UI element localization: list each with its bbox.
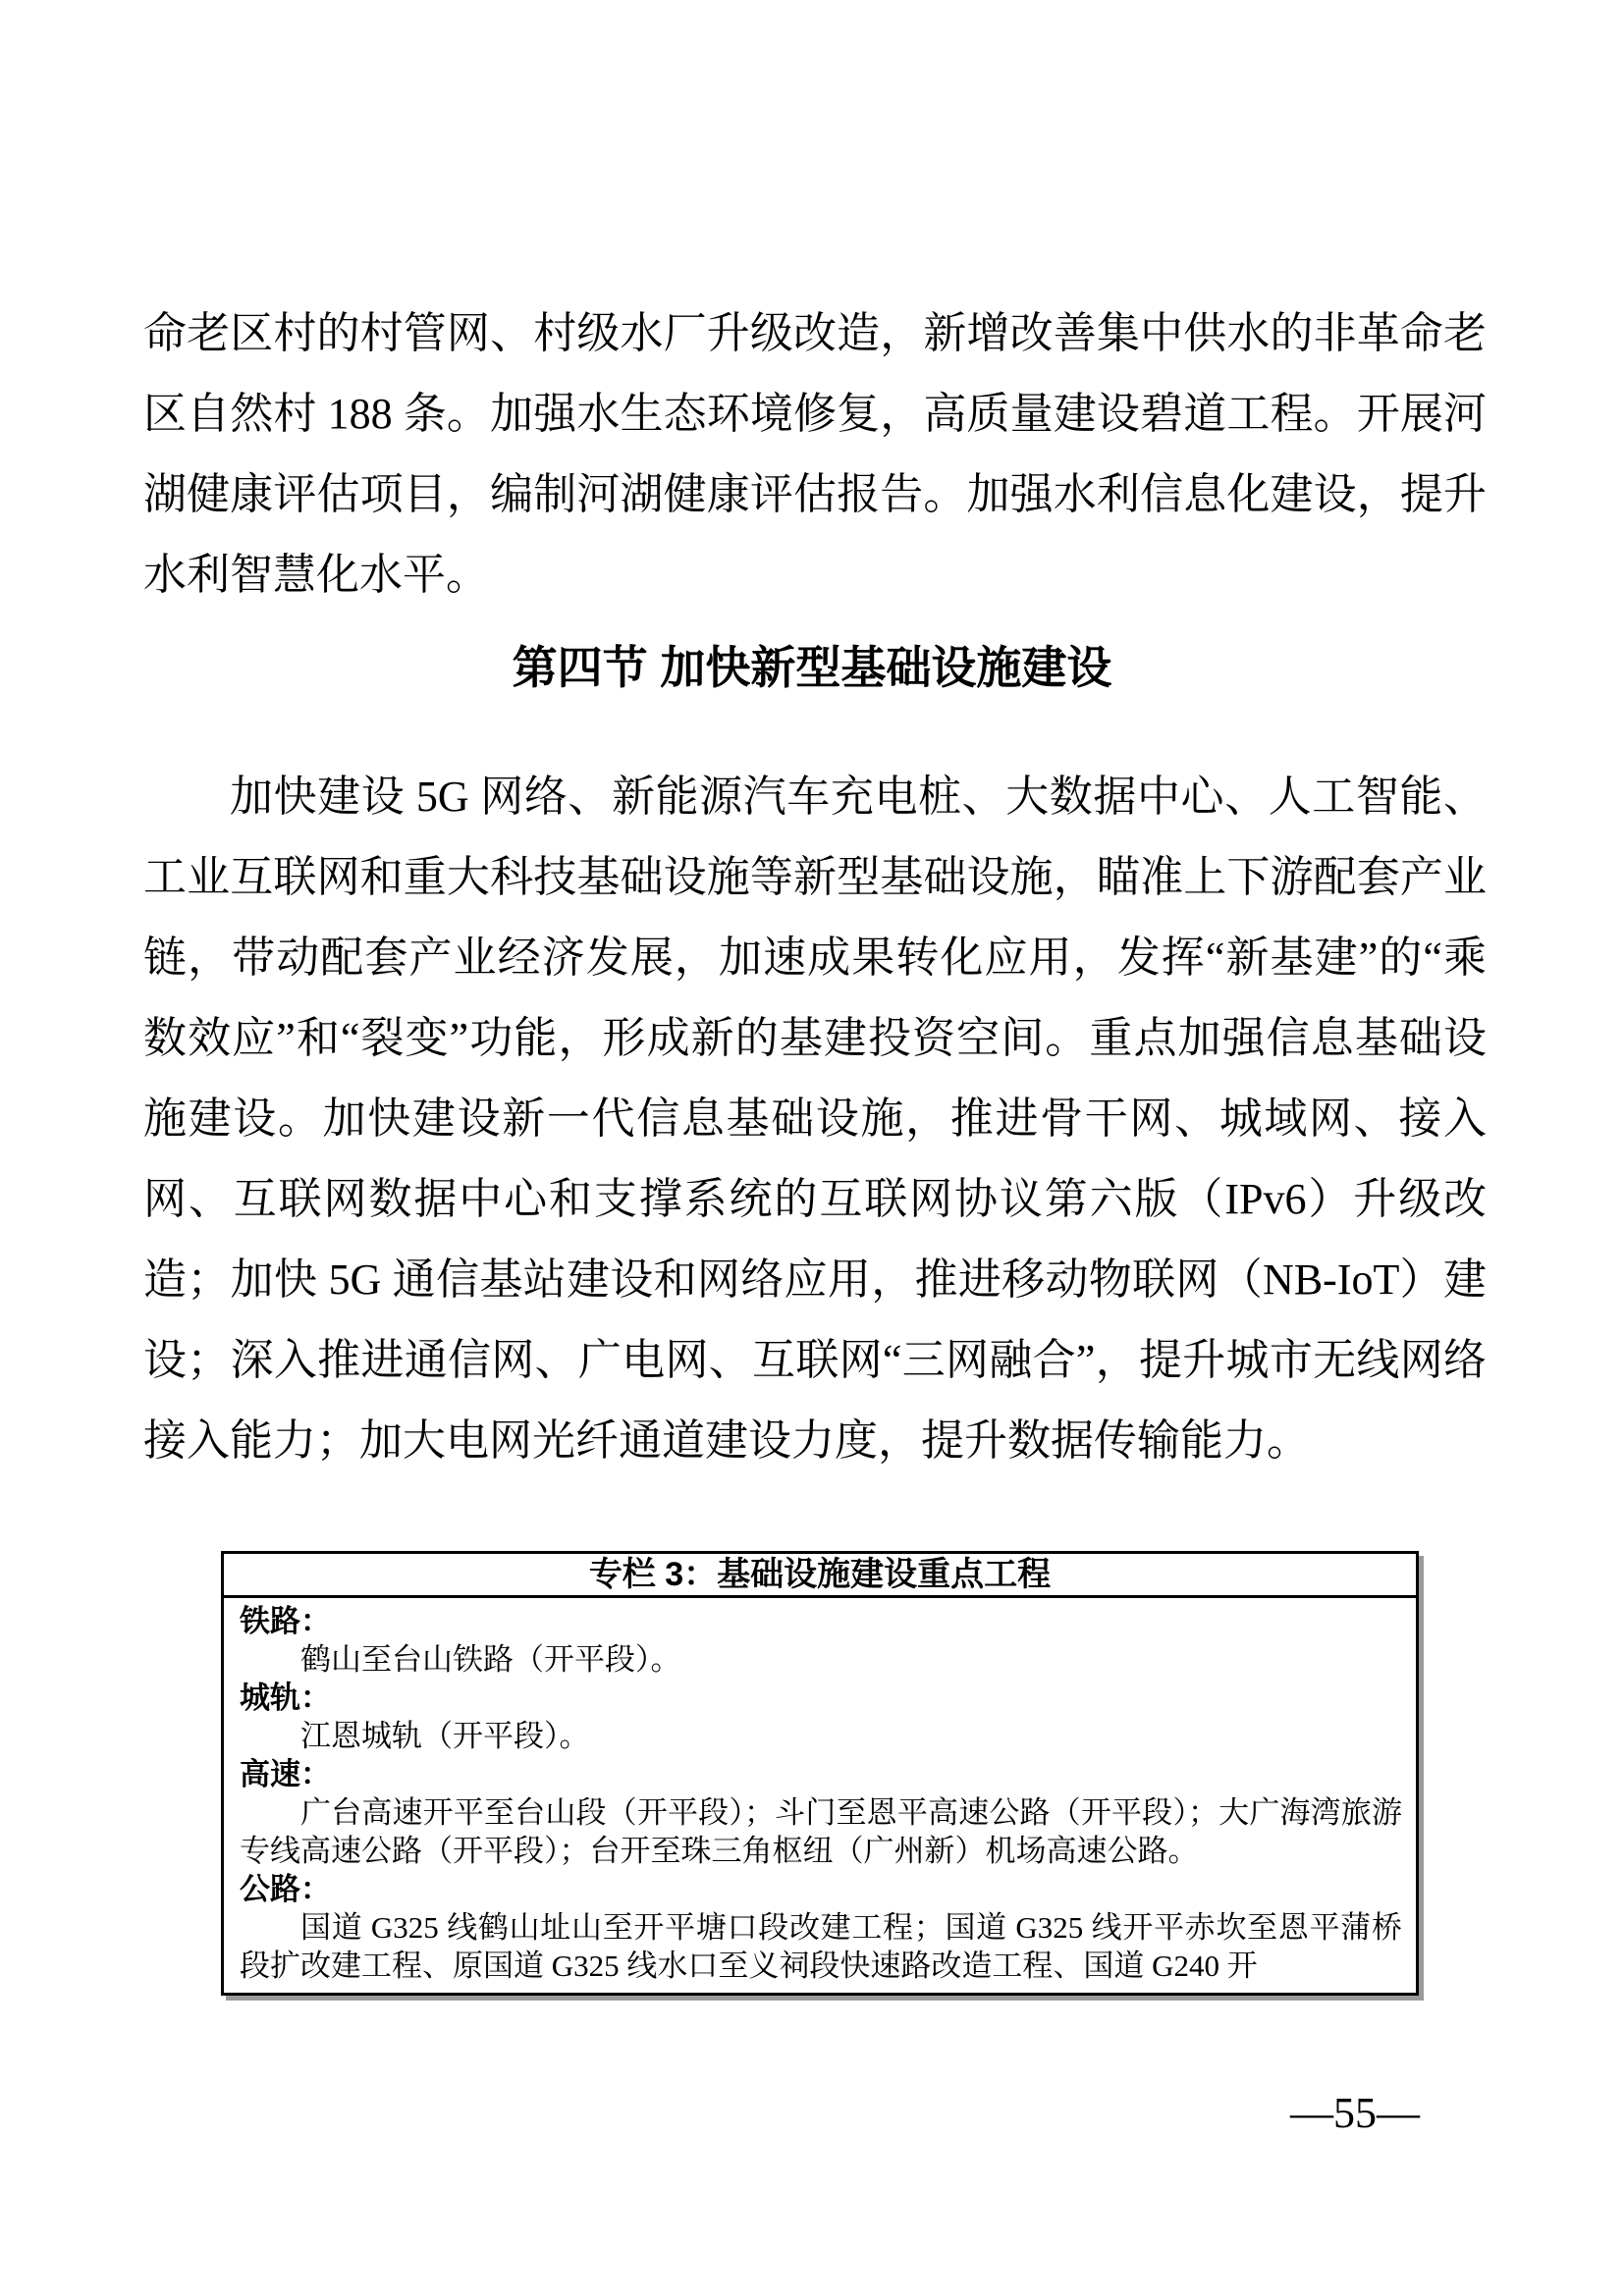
box-section-content-railway: 鹤山至台山铁路（开平段）。 [300, 1642, 681, 1677]
page-number: —55— [1290, 2089, 1420, 2137]
body-paragraph-continued: 命老区村的村管网、村级水厂升级改造，新增改善集中供水的非革命老区自然村 188 条。加强水生态环境修复，高质量建设碧道工程。开展河湖健康评估项目，编制河湖健康评估报告。加强水利信息化建设，提升水利智慧化水平。 [143, 309, 1487, 599]
box-section-label-highway: 公路： [240, 1872, 331, 1906]
box-section-content-highway: 国道 G325 线鹤山址山至开平塘口段改建工程；国道 G325 线开平赤坎至恩平蒲桥段扩改建工程、原国道 G325 线水口至义祠段快速路改造工程、国道 G240 开 [240, 1910, 1402, 1983]
box-section-label-expressway: 高速： [240, 1757, 331, 1791]
body-paragraph-main: 加快建设 5G 网络、新能源汽车充电桩、大数据中心、人工智能、工业互联网和重大科技基础设施等新型基础设施，瞄准上下游配套产业链，带动配套产业经济发展，加速成果转化应用，发挥“新基建”的“乘数效应”和“裂变”功能，形成新的基建投资空间。重点加强信息基础设施建设。加快建设新一代信息基础设施，推进骨干网、城域网、接入网、互联网数据中心和支撑系统的互联网协议第六版（IPv6）升级改造；加快 5G 通信基站建设和网络应用，推进移动物联网（NB-IoT）建设；深入推进通信网、广电网、互联网“三网融合”，提升城市无线网络接入能力；加大电网光纤通道建设力度，提升数据传输能力。 [143, 773, 1487, 1465]
box-section-label-railway: 铁路： [240, 1604, 331, 1638]
box-section-content-intercity-rail: 江恩城轨（开平段）。 [300, 1719, 590, 1753]
callout-box-title: 专栏 3：基础设施建设重点工程 [224, 1554, 1416, 1598]
callout-box [221, 1551, 1419, 1996]
callout-box-body [224, 1598, 1416, 1993]
section-heading: 第四节 加快新型基础设施建设 [512, 642, 1112, 693]
box-section-label-intercity-rail: 城轨： [240, 1681, 331, 1715]
box-section-content-expressway: 广台高速开平至台山段（开平段）；斗门至恩平高速公路（开平段）；大广海湾旅游专线高速公路（开平段）；台开至珠三角枢纽（广州新）机场高速公路。 [240, 1795, 1402, 1868]
